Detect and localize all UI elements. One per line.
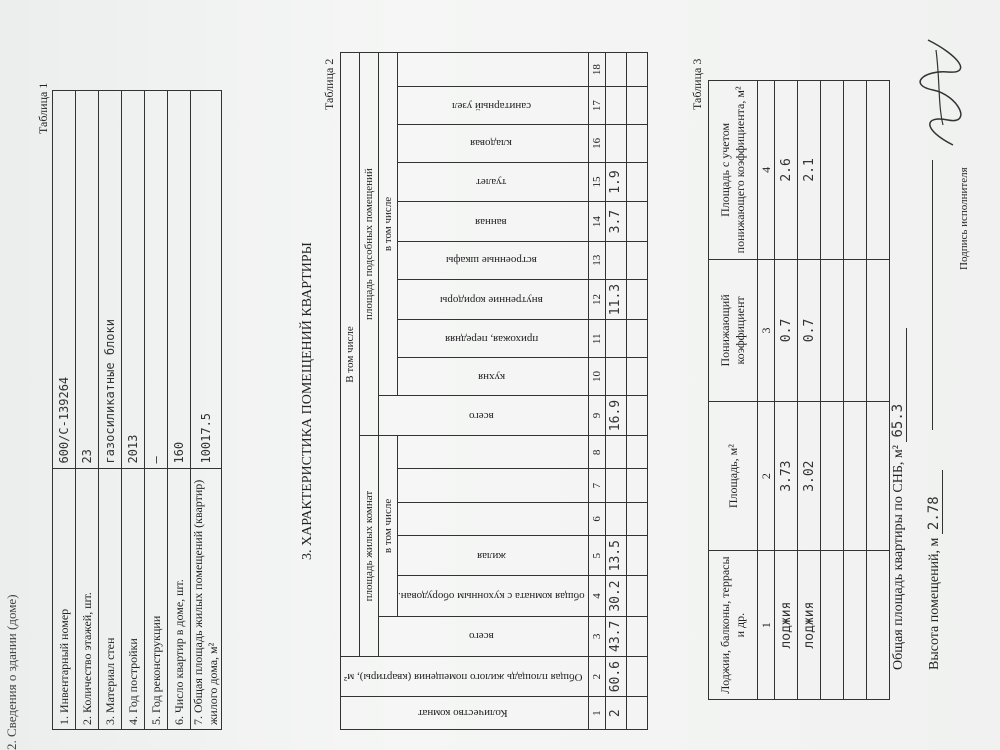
t3-blank-cell xyxy=(821,259,844,401)
t2-col-num: 11 xyxy=(588,320,605,358)
t2-h-empty-18 xyxy=(398,53,589,87)
table1-value: газосиликатные блоки xyxy=(99,91,122,469)
t2-h-toilet: туалет xyxy=(398,162,589,202)
t3-blank-cell xyxy=(821,402,844,551)
t2-data-cell xyxy=(605,436,626,469)
t2-col-num: 1 xyxy=(588,697,605,730)
t2-data-cell: 30.2 xyxy=(605,576,626,616)
t3-h-area: Площадь, м² xyxy=(709,402,758,551)
t2-h-incl: В том числе xyxy=(341,53,360,657)
table1-label: 1. Инвентарный номер xyxy=(53,468,76,729)
t3-cell: лоджия xyxy=(775,551,798,700)
table1-label: 7. Общая площадь жилых помещений (квартир) жилого дома, м² xyxy=(191,468,222,729)
t3-cell: 2.6 xyxy=(775,81,798,260)
t2-col-num: 8 xyxy=(588,436,605,469)
t3-cell: 2.1 xyxy=(798,81,821,260)
total-area-label: Общая площадь квартиры по СНБ, м² xyxy=(891,445,906,670)
t2-data-cell: 2 xyxy=(605,697,626,730)
t2-blank-cell xyxy=(626,536,647,576)
t2-col-num: 3 xyxy=(588,616,605,656)
table2-caption: Таблица 2 xyxy=(322,58,336,110)
t2-h-empty-6 xyxy=(398,502,589,535)
t2-col-num: 6 xyxy=(588,502,605,535)
t2-blank-cell xyxy=(626,125,647,163)
t2-blank-cell xyxy=(626,202,647,242)
t3-col-num: 4 xyxy=(758,81,775,260)
t3-blank-cell xyxy=(867,402,890,551)
t2-data-cell xyxy=(605,241,626,279)
t2-col-num: 18 xyxy=(588,53,605,87)
t3-col-num: 2 xyxy=(758,402,775,551)
t3-col-num: 3 xyxy=(758,259,775,401)
signature-line xyxy=(932,160,933,430)
t2-blank-cell xyxy=(626,162,647,202)
t2-h-kitchen: кухня xyxy=(398,358,589,396)
t3-h-reduced: Площадь с учетом понижающего коэффициента, м² xyxy=(709,81,758,260)
t2-blank-cell xyxy=(626,697,647,730)
t3-cell: лоджия xyxy=(798,551,821,700)
t3-cell: 3.02 xyxy=(798,402,821,551)
t2-h-living: площадь жилых комнат xyxy=(360,436,379,657)
height-value: 2.78 xyxy=(926,470,943,534)
table1-value: 160 xyxy=(168,91,191,469)
t3-cell: 0.7 xyxy=(775,259,798,401)
table1-value: 600/С-139264 xyxy=(53,91,76,469)
t2-h-rooms: Количество комнат xyxy=(341,697,589,730)
t2-col-num: 16 xyxy=(588,125,605,163)
t2-data-cell: 60.6 xyxy=(605,656,626,696)
t2-col-num: 14 xyxy=(588,202,605,242)
table2 xyxy=(340,52,648,730)
table1-row xyxy=(76,91,99,730)
t2-blank-cell xyxy=(626,241,647,279)
t2-col-num: 7 xyxy=(588,469,605,502)
t3-blank-cell xyxy=(844,551,867,700)
t2-h-aux: площадь подсобных помещений xyxy=(360,53,379,436)
t2-h-corridor: внутренние коридоры xyxy=(398,279,589,320)
table1-label: 2. Количество этажей, шт. xyxy=(76,468,99,729)
t2-col-num: 9 xyxy=(588,395,605,435)
t3-blank-row xyxy=(867,81,890,700)
t2-h-empty-7 xyxy=(398,469,589,502)
table1-row xyxy=(53,91,76,730)
t2-col-num: 17 xyxy=(588,87,605,125)
t3-blank-row xyxy=(821,81,844,700)
t3-cell: 3.73 xyxy=(775,402,798,551)
t2-h-living-incl: в том числе xyxy=(379,436,398,616)
t2-data-cell xyxy=(605,320,626,358)
t3-row xyxy=(798,81,821,700)
table1-caption: Таблица 1 xyxy=(36,82,50,134)
table1-label: 6. Число квартир в доме, шт. xyxy=(168,468,191,729)
table1-value: — xyxy=(145,91,168,469)
t3-row xyxy=(775,81,798,700)
t2-data-cell xyxy=(605,125,626,163)
table1-row xyxy=(99,91,122,730)
height-label: Высота помещений, м xyxy=(927,537,942,670)
t3-blank-cell xyxy=(844,81,867,260)
t3-blank-cell xyxy=(821,81,844,260)
table3 xyxy=(708,80,890,700)
t3-h-type: Лоджии, балконы, террасы и др. xyxy=(709,551,758,700)
t2-data-cell xyxy=(605,502,626,535)
t3-blank-cell xyxy=(844,402,867,551)
table1-value: 2013 xyxy=(122,91,145,469)
t2-h-aux-incl: в том числе xyxy=(379,53,398,396)
table1 xyxy=(52,90,222,730)
t2-data-cell: 11.3 xyxy=(605,279,626,320)
t2-h-total-area: Общая площадь жилого помещения (квартиры), м² xyxy=(341,656,589,696)
table1-row xyxy=(122,91,145,730)
t3-blank-cell xyxy=(821,551,844,700)
t3-blank-cell xyxy=(844,259,867,401)
t2-h-aux-total: всего xyxy=(379,395,589,435)
t2-blank-cell xyxy=(626,656,647,696)
table1-value: 10017.5 xyxy=(191,91,222,469)
table1-value: 23 xyxy=(76,91,99,469)
t3-blank-cell xyxy=(867,259,890,401)
t2-data-cell xyxy=(605,469,626,502)
t2-blank-cell xyxy=(626,469,647,502)
t2-data-cell: 16.9 xyxy=(605,395,626,435)
t2-col-num: 12 xyxy=(588,279,605,320)
t3-cell: 0.7 xyxy=(798,259,821,401)
t2-h-hall: прихожая, передняя xyxy=(398,320,589,358)
t2-data-cell: 13.5 xyxy=(605,536,626,576)
t2-h-storage: кладовая xyxy=(398,125,589,163)
t2-h-closet: встроенные шкафы xyxy=(398,241,589,279)
table1-row xyxy=(145,91,168,730)
total-area-value: 65.3 xyxy=(890,328,907,442)
t2-col-num: 5 xyxy=(588,536,605,576)
section3-title: 3. ХАРАКТЕРИСТИКА ПОМЕЩЕНИЙ КВАРТИРЫ xyxy=(300,242,315,560)
t2-data-cell: 3.7 xyxy=(605,202,626,242)
table3-caption: Таблица 3 xyxy=(690,58,704,110)
t3-blank-cell xyxy=(867,81,890,260)
t2-data-cell: 1.9 xyxy=(605,162,626,202)
table1-row xyxy=(191,91,222,730)
t2-col-num: 2 xyxy=(588,656,605,696)
height-line xyxy=(926,470,943,670)
t2-blank-cell xyxy=(626,616,647,656)
t2-h-wc: санитарный узел xyxy=(398,87,589,125)
t2-h-empty-8 xyxy=(398,436,589,469)
t2-col-num: 4 xyxy=(588,576,605,616)
t2-h-kitchen-room: общая комната с кухонным оборудован. xyxy=(398,576,589,616)
table1-row xyxy=(168,91,191,730)
t2-blank-cell xyxy=(626,358,647,396)
t2-col-num: 15 xyxy=(588,162,605,202)
signature-scribble xyxy=(918,30,968,150)
t2-blank-cell xyxy=(626,436,647,469)
t2-blank-cell xyxy=(626,502,647,535)
t2-col-num: 10 xyxy=(588,358,605,396)
t2-data-cell xyxy=(605,87,626,125)
t2-col-num: 13 xyxy=(588,241,605,279)
t2-blank-cell xyxy=(626,53,647,87)
t3-h-coef: Понижающий коэффициент xyxy=(709,259,758,401)
t3-blank-cell xyxy=(867,551,890,700)
t2-data-cell: 43.7 xyxy=(605,616,626,656)
t2-blank-cell xyxy=(626,395,647,435)
t3-col-num: 1 xyxy=(758,551,775,700)
t3-blank-row xyxy=(844,81,867,700)
table1-label: 3. Материал стен xyxy=(99,468,122,729)
t2-h-bedroom: жилая xyxy=(398,536,589,576)
table1-label: 4. Год постройки xyxy=(122,468,145,729)
t2-data-cell xyxy=(605,53,626,87)
t2-blank-cell xyxy=(626,87,647,125)
table1-label: 5. Год реконструкции xyxy=(145,468,168,729)
t2-blank-cell xyxy=(626,279,647,320)
t2-h-living-total: всего xyxy=(379,616,589,656)
signature-label: Подпись исполнителя xyxy=(958,167,970,270)
t2-blank-cell xyxy=(626,576,647,616)
total-area-line xyxy=(890,328,907,670)
section2-title: 2. Сведения о здании (доме) xyxy=(4,594,19,750)
t2-h-bath: ванная xyxy=(398,202,589,242)
t2-data-cell xyxy=(605,358,626,396)
t2-blank-cell xyxy=(626,320,647,358)
